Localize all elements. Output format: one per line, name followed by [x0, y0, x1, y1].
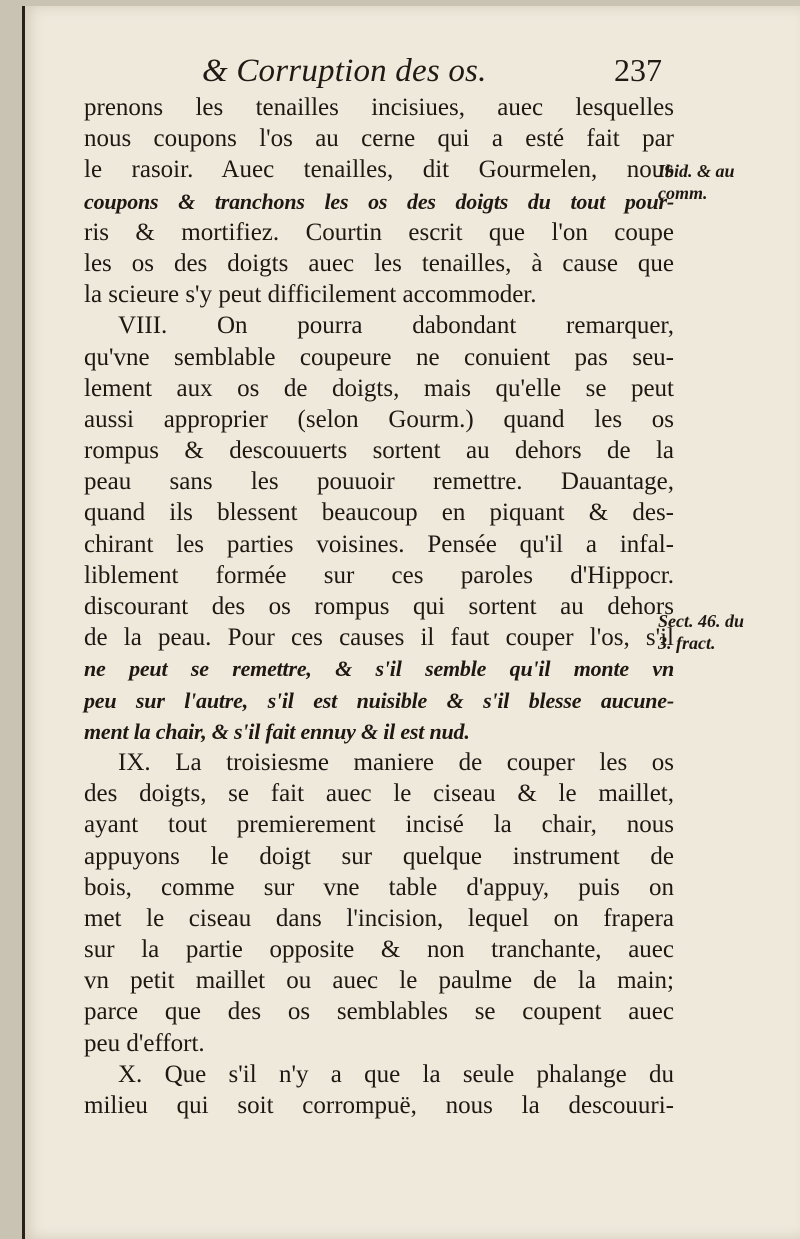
page-edge [22, 6, 25, 1239]
margin-note-ibid [658, 160, 798, 204]
text-line: ne peut se remettre, & s'il semble qu'il monte vn [84, 656, 674, 682]
running-head: & Corruption des os. [202, 53, 487, 89]
text-line: des doigts, se fait auec le ciseau & le maillet, [84, 780, 674, 808]
text-line: appuyons le doigt sur quelque instrument de [84, 842, 674, 870]
margin-note-line: Sect. 46. du [658, 611, 745, 631]
text-line: liblement formée sur ces paroles d'Hippocr. [84, 561, 674, 589]
text-line: de la peau. Pour ces causes il faut couper l'os, s'il [84, 624, 674, 652]
text-line: vn petit maillet ou auec le paulme de la main; [84, 967, 674, 995]
text-line: VIII. On pourra dabondant remarquer, [118, 312, 674, 340]
text-line: chirant les parties voisines. Pensée qu'il a infal- [84, 530, 674, 558]
text-line: rompus & descouuerts sortent au dehors de la [84, 437, 674, 465]
text-line: la scieure s'y peut difficilement accommoder. [84, 281, 537, 309]
page-number: 237 [614, 52, 662, 88]
text-line: prenons les tenailles incisiues, auec lesquelles [84, 94, 674, 121]
text-line: quand ils blessent beaucoup en piquant & des- [84, 499, 674, 527]
text-line: ris & mortifiez. Courtin escrit que l'on coupe [84, 218, 674, 246]
text-line: milieu qui soit corrompuë, nous la descouuri- [84, 1092, 674, 1119]
text-line: bois, comme sur vne table d'appuy, puis on [84, 873, 674, 901]
text-line: coupons & tranchons les os des doigts du tout pour- [84, 188, 674, 214]
margin-note-line: comm. [658, 183, 708, 203]
text-line: X. Que s'il n'y a que la seule phalange du [118, 1060, 674, 1088]
text-line: parce que des os semblables se coupent auec [84, 998, 674, 1026]
margin-note-sect [658, 610, 798, 654]
margin-note-line: Ibid. & au [658, 161, 735, 181]
text-line: les os des doigts auec les tenailles, à cause que [84, 249, 674, 277]
margin-note-line: 3. fract. [658, 633, 716, 653]
text-line: nous coupons l'os au cerne qui a esté fait par [84, 125, 674, 153]
text-line: peau sans les pouuoir remettre. Dauantage, [84, 468, 674, 496]
text-line: lement aux os de doigts, mais qu'elle se peut [84, 374, 674, 402]
page-header [202, 52, 662, 90]
text-line: met le ciseau dans l'incision, lequel on frapera [84, 904, 674, 932]
text-line: ment la chair, & s'il fait ennuy & il est nud. [84, 718, 470, 744]
text-line: sur la partie opposite & non tranchante, auec [84, 936, 674, 964]
text-line: discourant des os rompus qui sortent au dehors [84, 593, 674, 620]
text-line: peu sur l'autre, s'il est nuisible & s'il blesse aucune- [84, 687, 674, 713]
book-page [22, 6, 800, 1239]
text-line: qu'vne semblable coupeure ne conuient pas seu- [84, 343, 674, 371]
text-line: le rasoir. Auec tenailles, dit Gourmelen, nous [84, 156, 674, 184]
body-text [84, 92, 674, 1121]
text-line: aussi approprier (selon Gourm.) quand les os [84, 405, 674, 433]
text-line: IX. La troisiesme maniere de couper les os [118, 748, 674, 776]
text-line: peu d'effort. [84, 1029, 205, 1057]
text-line: ayant tout premierement incisé la chair, nous [84, 811, 674, 839]
